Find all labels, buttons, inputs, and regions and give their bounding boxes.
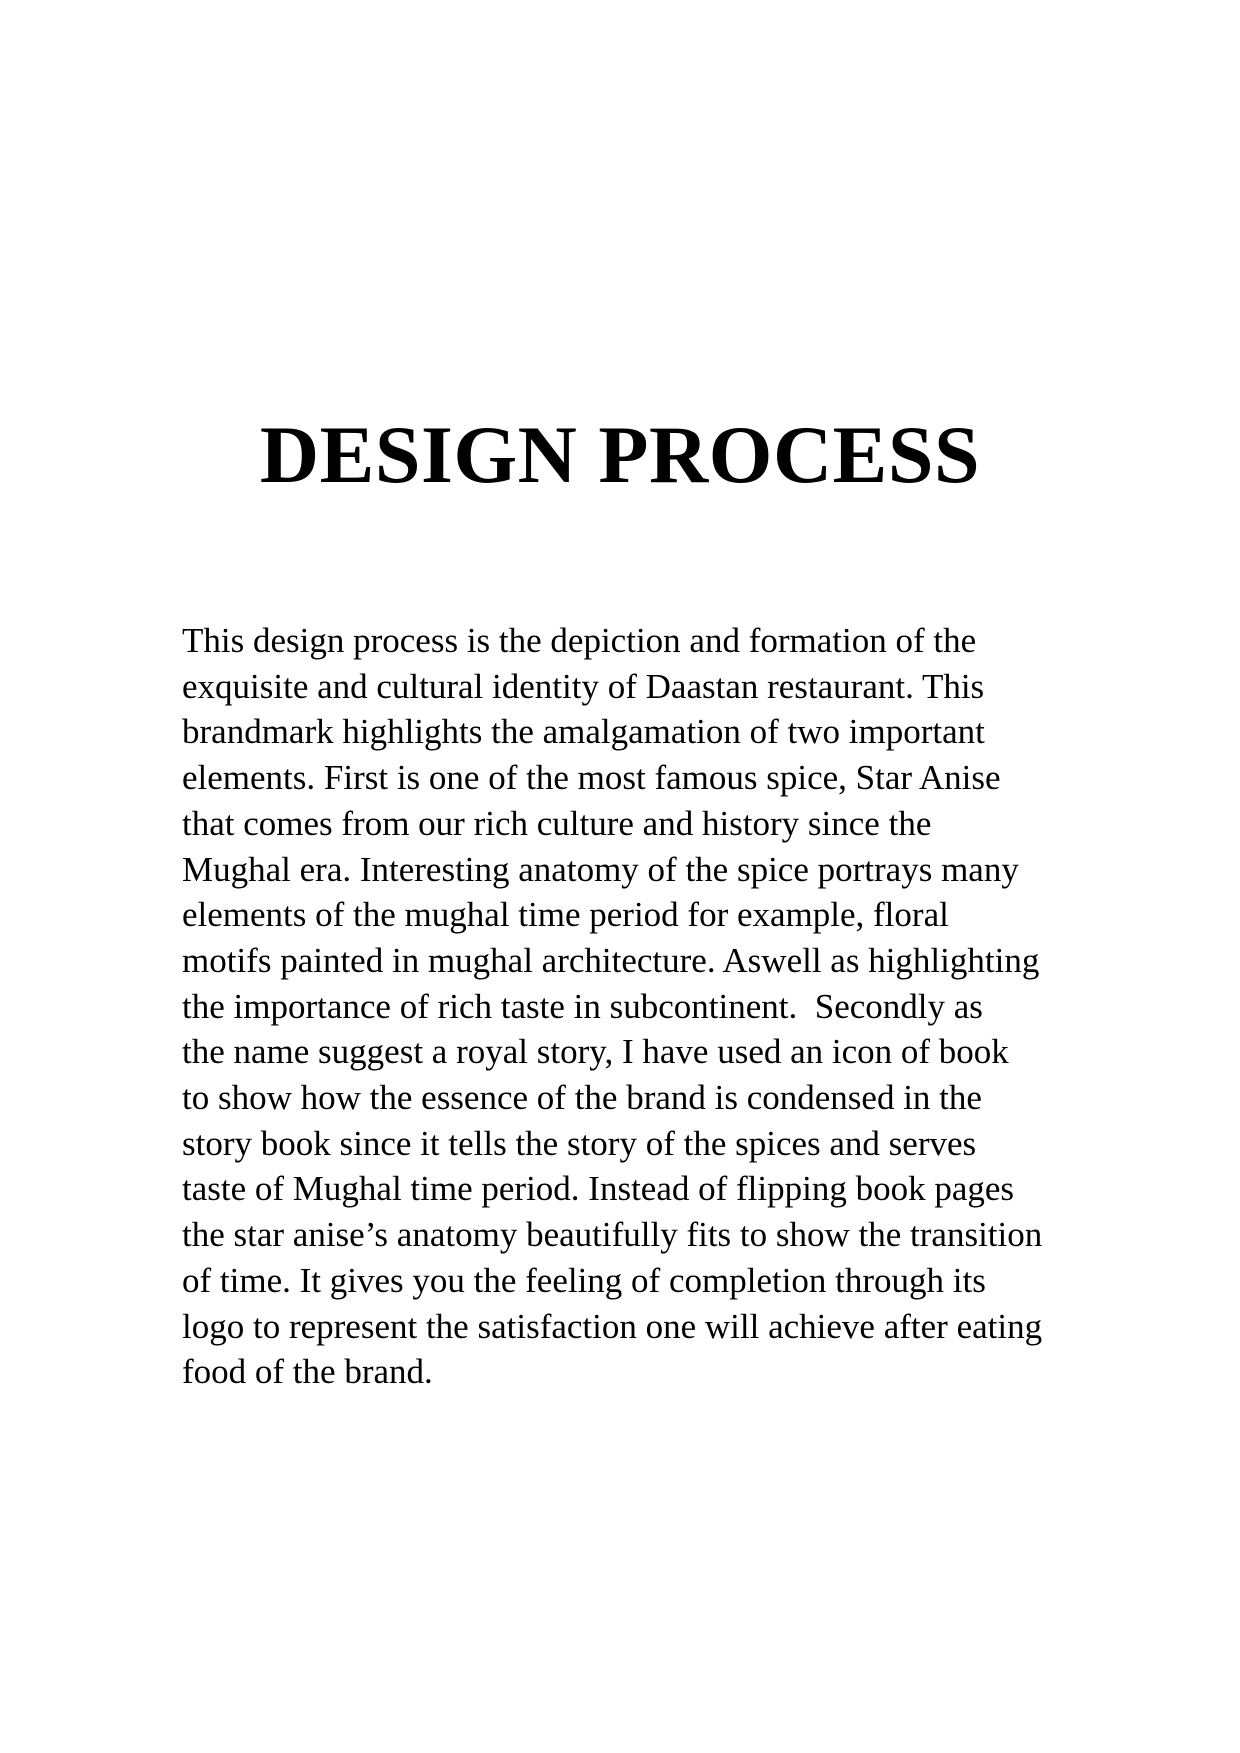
body-line: that comes from our rich culture and history since the (182, 803, 932, 843)
body-line: elements. First is one of the most famous spice, Star Anise (182, 758, 1001, 798)
body-line: food of the brand. (182, 1352, 433, 1392)
body-line: taste of Mughal time period. Instead of flipping book pages (182, 1169, 1015, 1209)
body-line: This design process is the depiction and formation of the (182, 621, 977, 660)
body-line: the importance of rich taste in subcontinent. Secondly as (182, 986, 983, 1026)
body-line: story book since it tells the story of the spices and serves (182, 1123, 977, 1163)
body-line: motifs painted in mughal architecture. Aswell as highlighting (182, 940, 1040, 980)
body-line: elements of the mughal time period for example, floral (182, 895, 949, 935)
body-paragraph (182, 618, 1142, 1395)
body-line: to show how the essence of the brand is condensed in the (182, 1078, 982, 1118)
body-line: logo to represent the satisfaction one will achieve after eating (182, 1306, 1043, 1346)
page-title: DESIGN PROCESS (259, 409, 981, 500)
body-line: of time. It gives you the feeling of completion through its (182, 1260, 986, 1300)
body-line: brandmark highlights the amalgamation of two important (182, 712, 985, 752)
body-line: Mughal era. Interesting anatomy of the spice portrays many (182, 849, 1019, 889)
body-line: the name suggest a royal story, I have used an icon of book (182, 1032, 1009, 1072)
body-line: exquisite and cultural identity of Daastan restaurant. This (182, 666, 985, 706)
body-line: the star anise’s anatomy beautifully fits to show the transition (182, 1215, 1043, 1255)
